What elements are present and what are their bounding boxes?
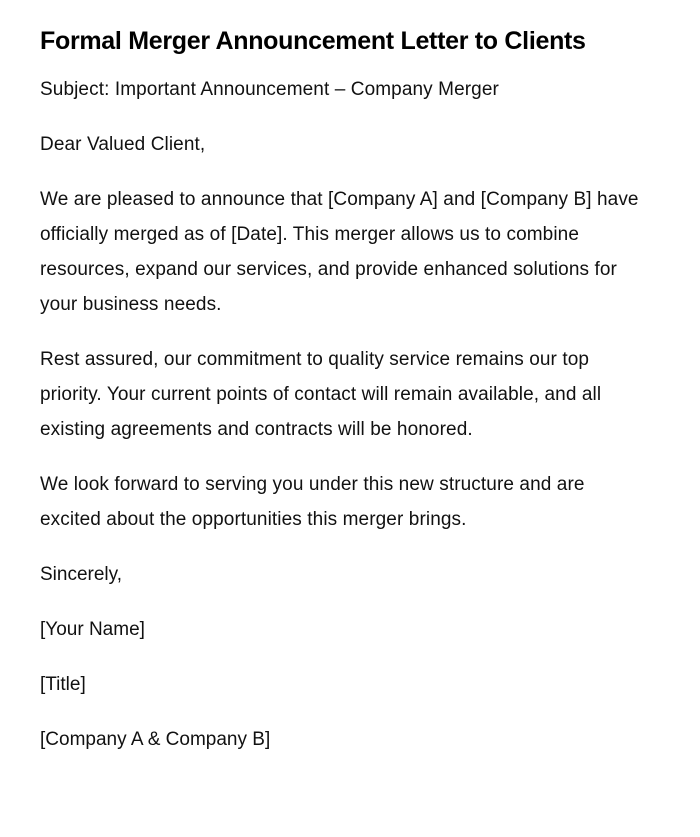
closing: Sincerely, xyxy=(40,564,123,585)
document-title: Formal Merger Announcement Letter to Clients xyxy=(40,27,586,55)
subject-line: Subject: Important Announcement – Company Merger xyxy=(40,79,499,100)
signature-title: [Title] xyxy=(40,674,86,695)
letter-document xyxy=(40,24,640,777)
signature-company: [Company A & Company B] xyxy=(40,729,271,750)
salutation: Dear Valued Client, xyxy=(40,134,206,155)
body-paragraph-3: We look forward to serving you under this new structure and are excited about the opportunities this merger brings. xyxy=(40,474,585,530)
body-paragraph-1: We are pleased to announce that [Company A] and [Company B] have officially merged as of [Date]. This merger allows us to combine resources, expand our services, and provide enhanced solutions for your business needs. xyxy=(40,189,639,315)
signature-name: [Your Name] xyxy=(40,619,145,640)
body-paragraph-2: Rest assured, our commitment to quality service remains our top priority. Your current points of contact will remain available, and all existing agreements and contracts will be honored. xyxy=(40,349,602,440)
